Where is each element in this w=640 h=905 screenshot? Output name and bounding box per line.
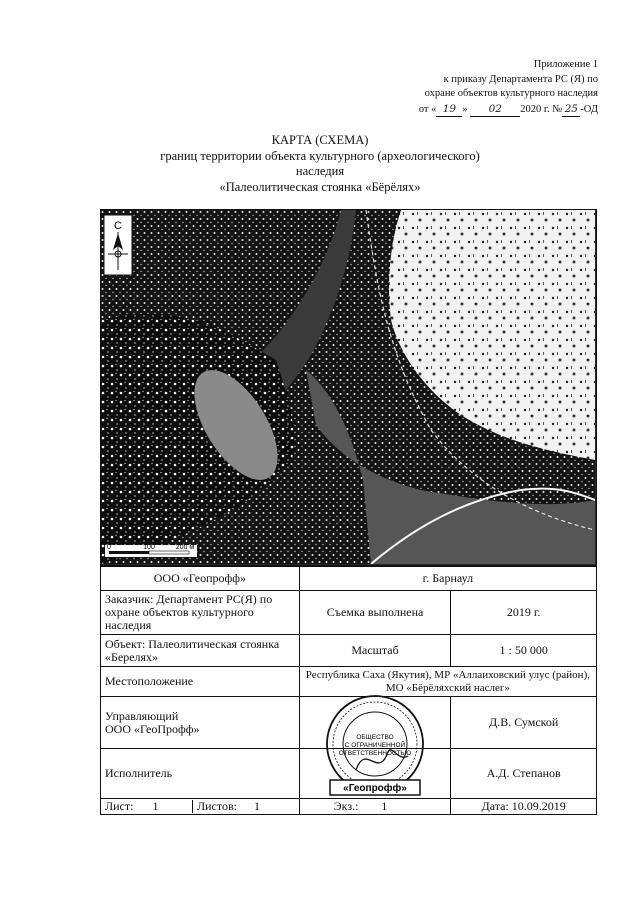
appendix-line-2: к приказу Департамента РС (Я) по xyxy=(443,73,598,85)
order-suffix: -ОД xyxy=(580,103,598,115)
manager-label-cell xyxy=(101,697,300,749)
appendix-line-3: охране объектов культурного наследия xyxy=(424,88,598,99)
row-object xyxy=(101,635,597,667)
seal-text-1: ОБЩЕСТВО xyxy=(356,734,394,741)
title-line-2: границ территории объекта культурного (археологического) xyxy=(160,148,480,163)
scale-bar xyxy=(105,544,197,557)
title-line-3: наследия xyxy=(295,164,345,178)
scale-label-0: 0 xyxy=(107,544,111,551)
scale-label-200: 200 м xyxy=(175,544,195,551)
appendix-line-1: Приложение 1 xyxy=(533,59,598,70)
sheet-box xyxy=(101,800,193,813)
row-company xyxy=(101,567,597,591)
north-arrow xyxy=(104,215,132,275)
company-cell: ООО «Геопрофф» xyxy=(101,567,300,591)
sheets-cell xyxy=(101,799,300,815)
appendix-date-line xyxy=(419,102,598,118)
scale-label-100: 100 xyxy=(143,544,155,551)
sheet-label: Лист: xyxy=(105,799,134,813)
survey-year-cell: 2019 г. xyxy=(451,591,597,635)
row-customer xyxy=(101,591,597,635)
manager-name-cell: Д.В. Сумской xyxy=(451,697,597,749)
company-seal xyxy=(318,692,432,800)
manager-label-line-1: Управляющий xyxy=(105,708,179,723)
title-line-1: КАРТА (СХЕМА) xyxy=(271,133,369,147)
manager-label-line-2: ООО «ГеоПрофф» xyxy=(105,721,200,736)
sheets-value: 1 xyxy=(253,799,260,813)
copy-label: Экз.: xyxy=(333,799,359,813)
map-image xyxy=(101,210,595,564)
scale-label-cell: Масштаб xyxy=(299,635,451,667)
handwritten-number: 25 xyxy=(562,102,580,118)
title-line-4: «Палеолитическая стоянка «Бёрёлях» xyxy=(219,179,421,194)
location-label-cell: Местоположение xyxy=(101,667,300,697)
document-title xyxy=(0,133,640,195)
sheets-box xyxy=(193,800,278,813)
seal-name: «Геопрофф» xyxy=(343,783,407,794)
appendix-header xyxy=(419,58,598,117)
city-cell: г. Барнаул xyxy=(299,567,596,591)
sheet-value: 1 xyxy=(152,799,159,813)
satellite-map xyxy=(100,209,597,566)
copy-cell xyxy=(299,799,451,815)
survey-label-cell: Съемка выполнена xyxy=(299,591,451,635)
sheets-label: Листов: xyxy=(197,799,237,813)
handwritten-month: 02 xyxy=(470,102,520,118)
seal-text-2: С ОГРАНИЧЕННОЙ xyxy=(344,742,406,749)
handwritten-day: 19 xyxy=(436,102,462,118)
date-prefix: от « xyxy=(418,103,437,115)
date-year: 2020 г. № xyxy=(520,103,563,115)
scale-value-cell: 1 : 50 000 xyxy=(451,635,597,667)
north-label: С xyxy=(114,220,122,232)
date-mid: » xyxy=(462,103,468,115)
executor-label-cell: Исполнитель xyxy=(101,749,300,799)
seal-text-3: ОТВЕТСТВЕННОСТЬЮ xyxy=(338,750,412,757)
executor-name-cell: А.Д. Степанов xyxy=(451,749,597,799)
object-cell: Объект: Палеолитическая стоянка «Берелях» xyxy=(101,635,300,667)
customer-cell: Заказчик: Департамент РС(Я) по охране объектов культурного наследия xyxy=(101,591,300,635)
date-cell: Дата: 10.09.2019 xyxy=(451,799,597,815)
location-value-cell: Республика Саха (Якутия), МР «Аллаиховский улус (район), МО «Бёрёляхский наслег» xyxy=(299,667,596,697)
row-sheets xyxy=(101,799,597,815)
copy-value: 1 xyxy=(381,799,388,813)
